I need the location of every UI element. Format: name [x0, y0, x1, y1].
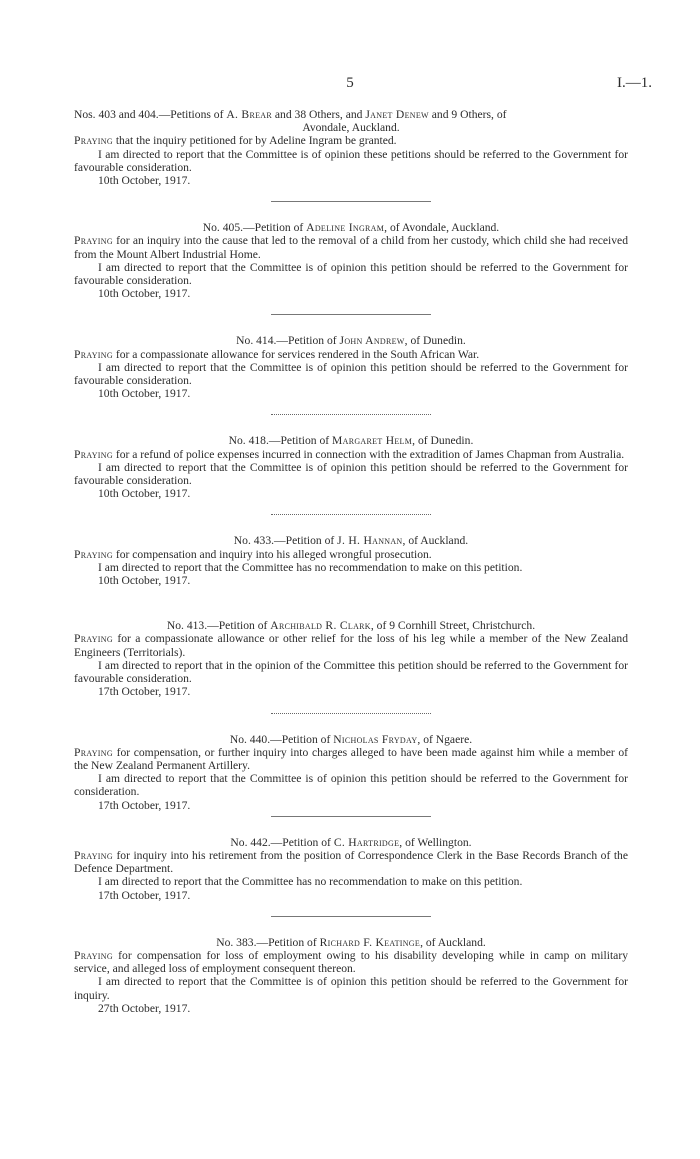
committee-report: I am directed to report that in the opinion of the Committee this petition should be referred to the Government for favourable consideration. [74, 658, 628, 686]
petition-heading-continued: Avondale, Auckland. [302, 121, 400, 135]
praying-clause [74, 134, 628, 147]
petitioner-name: Adeline Ingram [306, 221, 385, 235]
praying-word: Praying [74, 547, 113, 561]
petitioner-name: Archibald R. Clark [270, 619, 371, 633]
praying-text: for compensation, or further inquiry into charges alleged to have been made against him while a member of the New Zealand Permanent Artillery. [74, 745, 628, 772]
section-divider [271, 414, 431, 415]
praying-word: Praying [74, 948, 113, 962]
praying-clause [74, 632, 628, 658]
petition-entry [74, 619, 628, 713]
report-date: 27th October, 1917. [98, 1001, 191, 1015]
petitioner-name: Nicholas Fryday [333, 732, 418, 746]
praying-clause [74, 548, 628, 561]
petition-heading: No. 383.—Petition of Richard F. Keatinge, of Auckland. [216, 935, 486, 949]
praying-clause [74, 234, 628, 260]
praying-text: for a compassionate allowance for services rendered in the South African War. [112, 347, 480, 361]
committee-report: I am directed to report that the Committee has no recommendation to make on this petition. [98, 560, 523, 574]
praying-word: Praying [74, 632, 113, 646]
page-reference: I.—1. [617, 75, 652, 91]
petition-entry [74, 936, 628, 1015]
praying-word: Praying [74, 234, 113, 248]
petition-entry [74, 434, 628, 515]
petition-heading: Nos. 403 and 404.—Petitions of A. Brear and 38 Others, and Janet Denew and 9 Others, of [74, 108, 507, 121]
praying-text: for inquiry into his retirement from the position of Correspondence Clerk in the Base Records Branch of the Defence Department. [74, 848, 628, 876]
committee-report: I am directed to report that the Committee is of opinion this petition should be referred to the Government for favourable consideration. [74, 260, 628, 288]
page-number: 5 [346, 75, 354, 91]
section-divider [271, 816, 431, 817]
committee-report: I am directed to report that the Committee is of opinion these petitions should be referred to the Government for favourable consideration. [74, 147, 628, 174]
section-divider [271, 713, 431, 714]
praying-text: for a refund of police expenses incurred in connection with the extradition of James Chapman from Australia. [112, 447, 625, 461]
report-date: 10th October, 1917. [98, 487, 191, 501]
praying-word: Praying [74, 134, 113, 148]
petition-heading: No. 418.—Petition of Margaret Helm, of Dunedin. [228, 434, 474, 448]
petition-number: Nos. 403 and 404. [74, 108, 159, 121]
praying-clause [74, 949, 628, 975]
praying-text: for compensation for loss of employment owing to his disability developing while in camp on military service, and alleged loss of employment consequent thereon. [74, 948, 628, 976]
petition-heading: No. 440.—Petition of Nicholas Fryday, of Ngaere. [229, 732, 473, 746]
petitioner-name: John Andrew [339, 334, 405, 348]
report-date: 17th October, 1917. [98, 888, 191, 902]
committee-report: I am directed to report that the Committee has no recommendation to make on this petition. [98, 875, 523, 889]
praying-word: Praying [74, 848, 113, 862]
report-date: 10th October, 1917. [98, 574, 191, 588]
petition-entry [74, 534, 628, 587]
praying-word: Praying [74, 447, 113, 461]
praying-text: that the inquiry petitioned for by Adeline Ingram be granted. [112, 134, 397, 148]
petition-heading: No. 442.—Petition of C. Hartridge, of Wellington. [230, 835, 472, 849]
petitioner-name: Richard F. Keatinge [319, 935, 421, 949]
petition-entry [74, 221, 628, 315]
petition-entry [74, 108, 628, 202]
petitioner-name: Margaret Helm [332, 434, 413, 448]
report-date: 10th October, 1917. [98, 287, 191, 301]
section-divider [271, 514, 431, 515]
report-date: 17th October, 1917. [98, 798, 191, 812]
petitioner-name: C. Hartridge [333, 835, 400, 849]
petition-heading: No. 405.—Petition of Adeline Ingram, of Avondale, Auckland. [202, 221, 500, 235]
praying-text: for an inquiry into the cause that led to the removal of a child from her custody, which child she had received from the Mount Albert Industrial Home. [74, 234, 628, 261]
praying-clause [74, 348, 628, 361]
petition-entry [74, 334, 628, 415]
section-divider [271, 314, 431, 315]
committee-report: I am directed to report that the Committee is of opinion this petition should be referred to the Government for consideration. [74, 772, 628, 799]
petition-entry [74, 733, 628, 817]
report-date: 10th October, 1917. [98, 174, 191, 188]
petitioner-name: Janet Denew [365, 108, 429, 121]
petition-heading: No. 414.—Petition of John Andrew, of Dunedin. [236, 334, 466, 348]
committee-report: I am directed to report that the Committee is of opinion this petition should be referred to the Government for inquiry. [74, 975, 628, 1002]
committee-report: I am directed to report that the Committee is of opinion this petition should be referred to the Government for favourable consideration. [74, 460, 628, 488]
petition-heading: No. 413.—Petition of Archibald R. Clark, of 9 Cornhill Street, Christchurch. [166, 619, 536, 633]
petition-list [74, 108, 628, 1015]
praying-clause [74, 448, 628, 461]
petition-heading: No. 433.—Petition of J. H. Hannan, of Auckland. [233, 534, 469, 548]
report-date: 10th October, 1917. [98, 387, 191, 401]
section-divider [271, 201, 431, 202]
committee-report: I am directed to report that the Committee is of opinion this petition should be referred to the Government for favourable consideration. [74, 360, 628, 388]
praying-clause [74, 849, 628, 875]
petitioner-name: J. H. Hannan [337, 534, 403, 548]
praying-word: Praying [74, 745, 113, 759]
petitioner-name: A. Brear [226, 108, 272, 121]
praying-clause [74, 746, 628, 772]
praying-text: for a compassionate allowance or other relief for the loss of his leg while a member of the New Zealand Engineers (Territorials). [74, 632, 628, 659]
report-date: 17th October, 1917. [98, 685, 191, 699]
petition-entry [74, 836, 628, 917]
praying-word: Praying [74, 347, 113, 361]
praying-text: for compensation and inquiry into his alleged wrongful prosecution. [112, 547, 432, 561]
section-divider [271, 916, 431, 917]
